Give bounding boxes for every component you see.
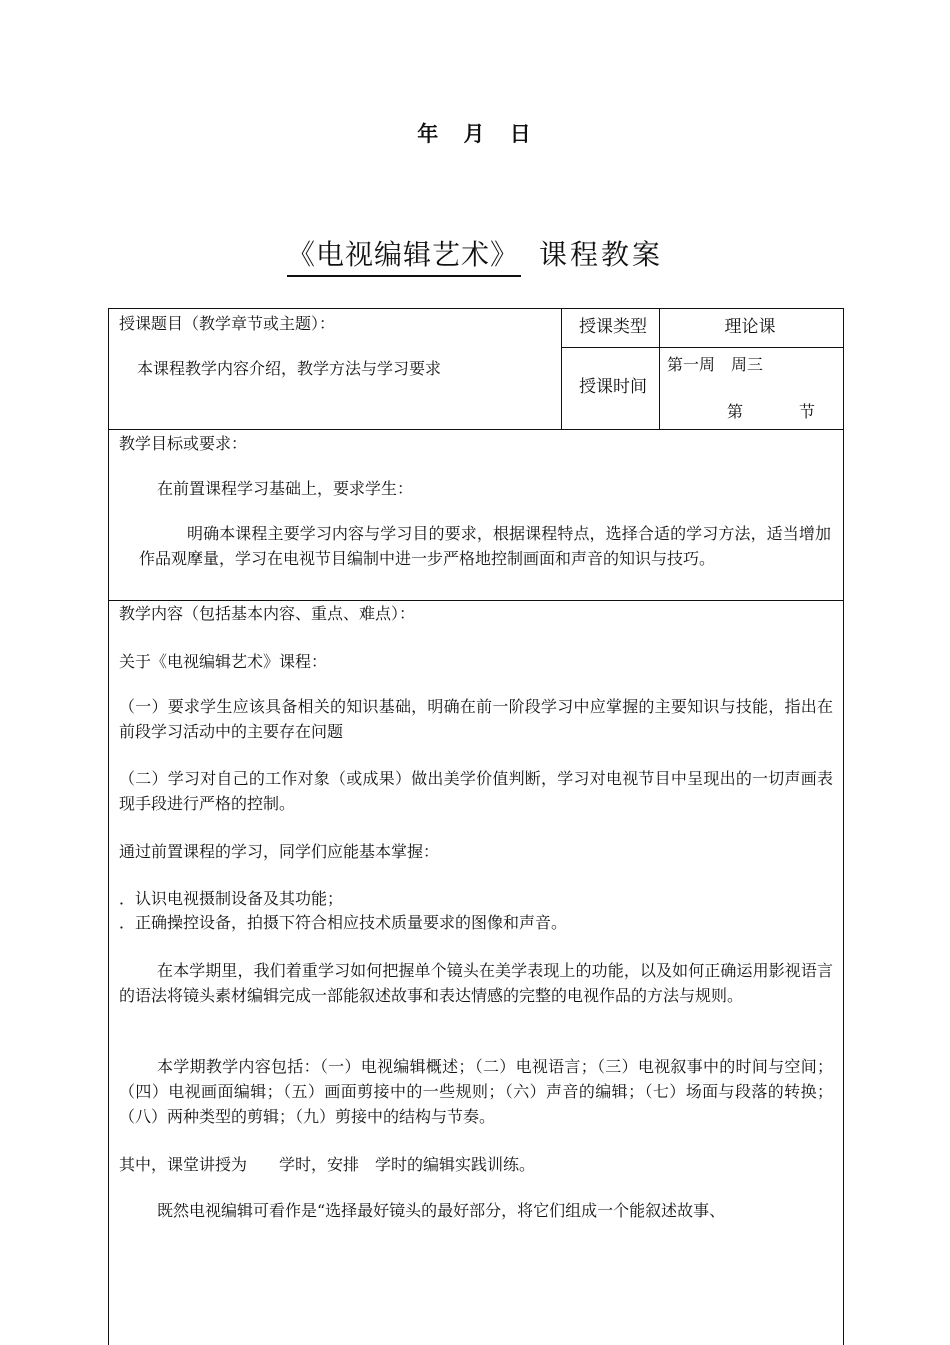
time-label: 授课时间 (579, 377, 647, 397)
page-title (0, 233, 950, 273)
doc-title: 课程教案 (539, 238, 664, 271)
bullet-2: ．正确操控设备，拍摄下符合相应技术质量要求的图像和声音。 (119, 913, 568, 932)
divider (659, 309, 660, 429)
time-section: 第 节 (727, 402, 824, 421)
divider (109, 429, 843, 430)
content-about: 关于《电视编辑艺术》课程： (119, 652, 328, 671)
objectives-body: 明确本课程主要学习内容与学习目的要求，根据课程特点，选择合适的学习方法，适当增加作品观摩量，学习在电视节目编制中进一步严格地控制画面和声音的知识与技巧。 (139, 524, 831, 568)
time-week: 第一周 周三 (667, 355, 764, 374)
divider (561, 309, 562, 429)
content-item-1: （一）要求学生应该具备相关的知识基础，明确在前一阶段学习中应掌握的主要知识与技能，指出在前段学习活动中的主要存在问题 (119, 697, 833, 741)
date-line: 年 月 日 (417, 121, 533, 146)
content-label: 教学内容（包括基本内容、重点、难点）： (119, 604, 416, 623)
type-label: 授课类型 (579, 317, 647, 337)
objectives-label: 教学目标或要求： (119, 434, 248, 453)
topic-value: 本课程教学内容介绍，教学方法与学习要求 (137, 359, 442, 378)
para-hours: 其中，课堂讲授为 学时，安排 学时的编辑实践训练。 (119, 1155, 536, 1174)
para-topics: 本学期教学内容包括：（一）电视编辑概述；（二）电视语言；（三）电视叙事中的时间与空间；（四）电视画面编辑；（五）画面剪接中的一些规则；（六）声音的编辑；（七）场面与段落的转换；（八）两种类型的剪辑；（九）剪接中的结构与节奏。 (119, 1057, 833, 1126)
divider (561, 347, 843, 348)
type-value: 理论课 (724, 317, 776, 337)
lesson-plan-table (108, 308, 844, 1345)
para-last: 既然电视编辑可看作是“选择最好镜头的最好部分，将它们组成一个能叙述故事、 (157, 1201, 726, 1220)
objectives-intro: 在前置课程学习基础上，要求学生： (157, 479, 414, 498)
prior-intro: 通过前置课程的学习，同学们应能基本掌握： (119, 842, 440, 861)
course-title: 《电视编辑艺术》 (287, 238, 521, 277)
topic-label: 授课题目（教学章节或主题）： (119, 314, 336, 333)
content-item-2: （二）学习对自己的工作对象（或成果）做出美学价值判断，学习对电视节目中呈现出的一切声画表现手段进行严格的控制。 (119, 769, 833, 813)
para-term: 在本学期里，我们着重学习如何把握单个镜头在美学表现上的功能，以及如何正确运用影视语言的语法将镜头素材编辑完成一部能叙述故事和表达情感的完整的电视作品的方法与规则。 (119, 961, 833, 1005)
bullet-1: ．认识电视摄制设备及其功能； (119, 889, 344, 908)
